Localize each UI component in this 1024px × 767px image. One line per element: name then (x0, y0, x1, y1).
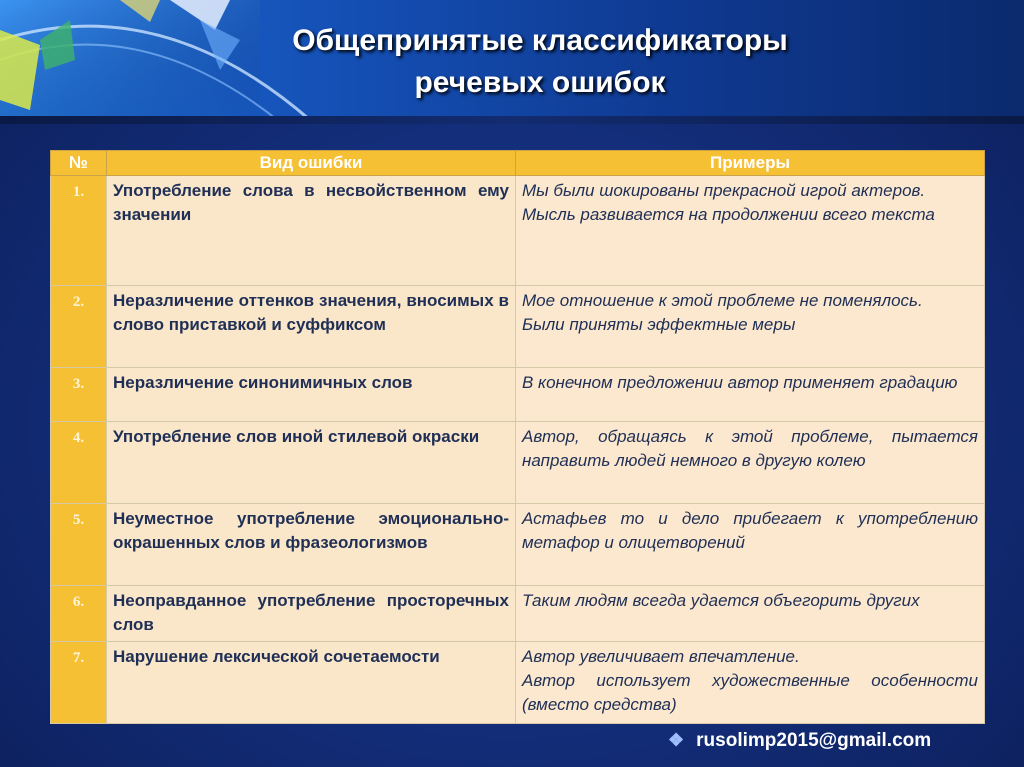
example-line: Астафьев то и дело прибегает к употреблению метафор и олицетворений (522, 509, 978, 552)
row-number: 4. (51, 422, 107, 504)
error-kind: Нарушение лексической сочетаемости (107, 642, 516, 724)
header-divider (0, 116, 1024, 124)
title-line-2: речевых ошибок (414, 66, 666, 99)
example-line: Были приняты эффектные меры (522, 315, 796, 334)
column-header-kind: Вид ошибки (107, 151, 516, 176)
slide-header (0, 0, 1024, 122)
example-line: Мысль развивается на продолжении всего текста (522, 205, 935, 224)
error-examples (516, 586, 985, 642)
table-row (51, 422, 985, 504)
table-row (51, 176, 985, 286)
row-number: 2. (51, 286, 107, 368)
errors-table (50, 150, 985, 724)
table-row (51, 286, 985, 368)
example-line: Мое отношение к этой проблеме не поменялось. (522, 291, 923, 310)
error-kind: Употребление слов иной стилевой окраски (107, 422, 516, 504)
error-kind: Неуместное употребление эмоционально-окрашенных слов и фразеологизмов (107, 504, 516, 586)
table-row (51, 642, 985, 724)
table-row (51, 368, 985, 422)
row-number: 1. (51, 176, 107, 286)
error-kind: Неразличение синонимичных слов (107, 368, 516, 422)
error-examples (516, 504, 985, 586)
column-header-examples: Примеры (516, 151, 985, 176)
footer-contact (668, 730, 931, 752)
example-line: В конечном предложении автор применяет градацию (522, 373, 958, 392)
error-examples (516, 286, 985, 368)
contact-email[interactable]: rusolimp2015@gmail.com (696, 730, 932, 751)
row-number: 5. (51, 504, 107, 586)
error-examples (516, 176, 985, 286)
row-number: 6. (51, 586, 107, 642)
error-kind: Неразличение оттенков значения, вносимых в слово приставкой и суффиксом (107, 286, 516, 368)
error-kind: Неоправданное употребление просторечных слов (107, 586, 516, 642)
title-line-1: Общепринятые классификаторы (292, 24, 788, 57)
example-line: Мы были шокированы прекрасной игрой актеров. (522, 181, 926, 200)
error-examples (516, 422, 985, 504)
error-examples (516, 368, 985, 422)
table-row (51, 586, 985, 642)
table-header-row (51, 151, 985, 176)
slide-title (200, 20, 880, 104)
row-number: 3. (51, 368, 107, 422)
example-line: Таким людям всегда удается объегорить других (522, 591, 920, 610)
row-number: 7. (51, 642, 107, 724)
diamond-bullet-icon: ❖ (668, 730, 685, 750)
example-line: Автор использует художественные особенности (вместо средства) (522, 671, 978, 714)
error-examples (516, 642, 985, 724)
error-kind: Употребление слова в несвойственном ему значении (107, 176, 516, 286)
example-line: Автор, обращаясь к этой проблеме, пытается направить людей немного в другую колею (522, 427, 978, 470)
table-row (51, 504, 985, 586)
example-line: Автор увеличивает впечатление. (522, 647, 800, 666)
column-header-number: № (51, 151, 107, 176)
